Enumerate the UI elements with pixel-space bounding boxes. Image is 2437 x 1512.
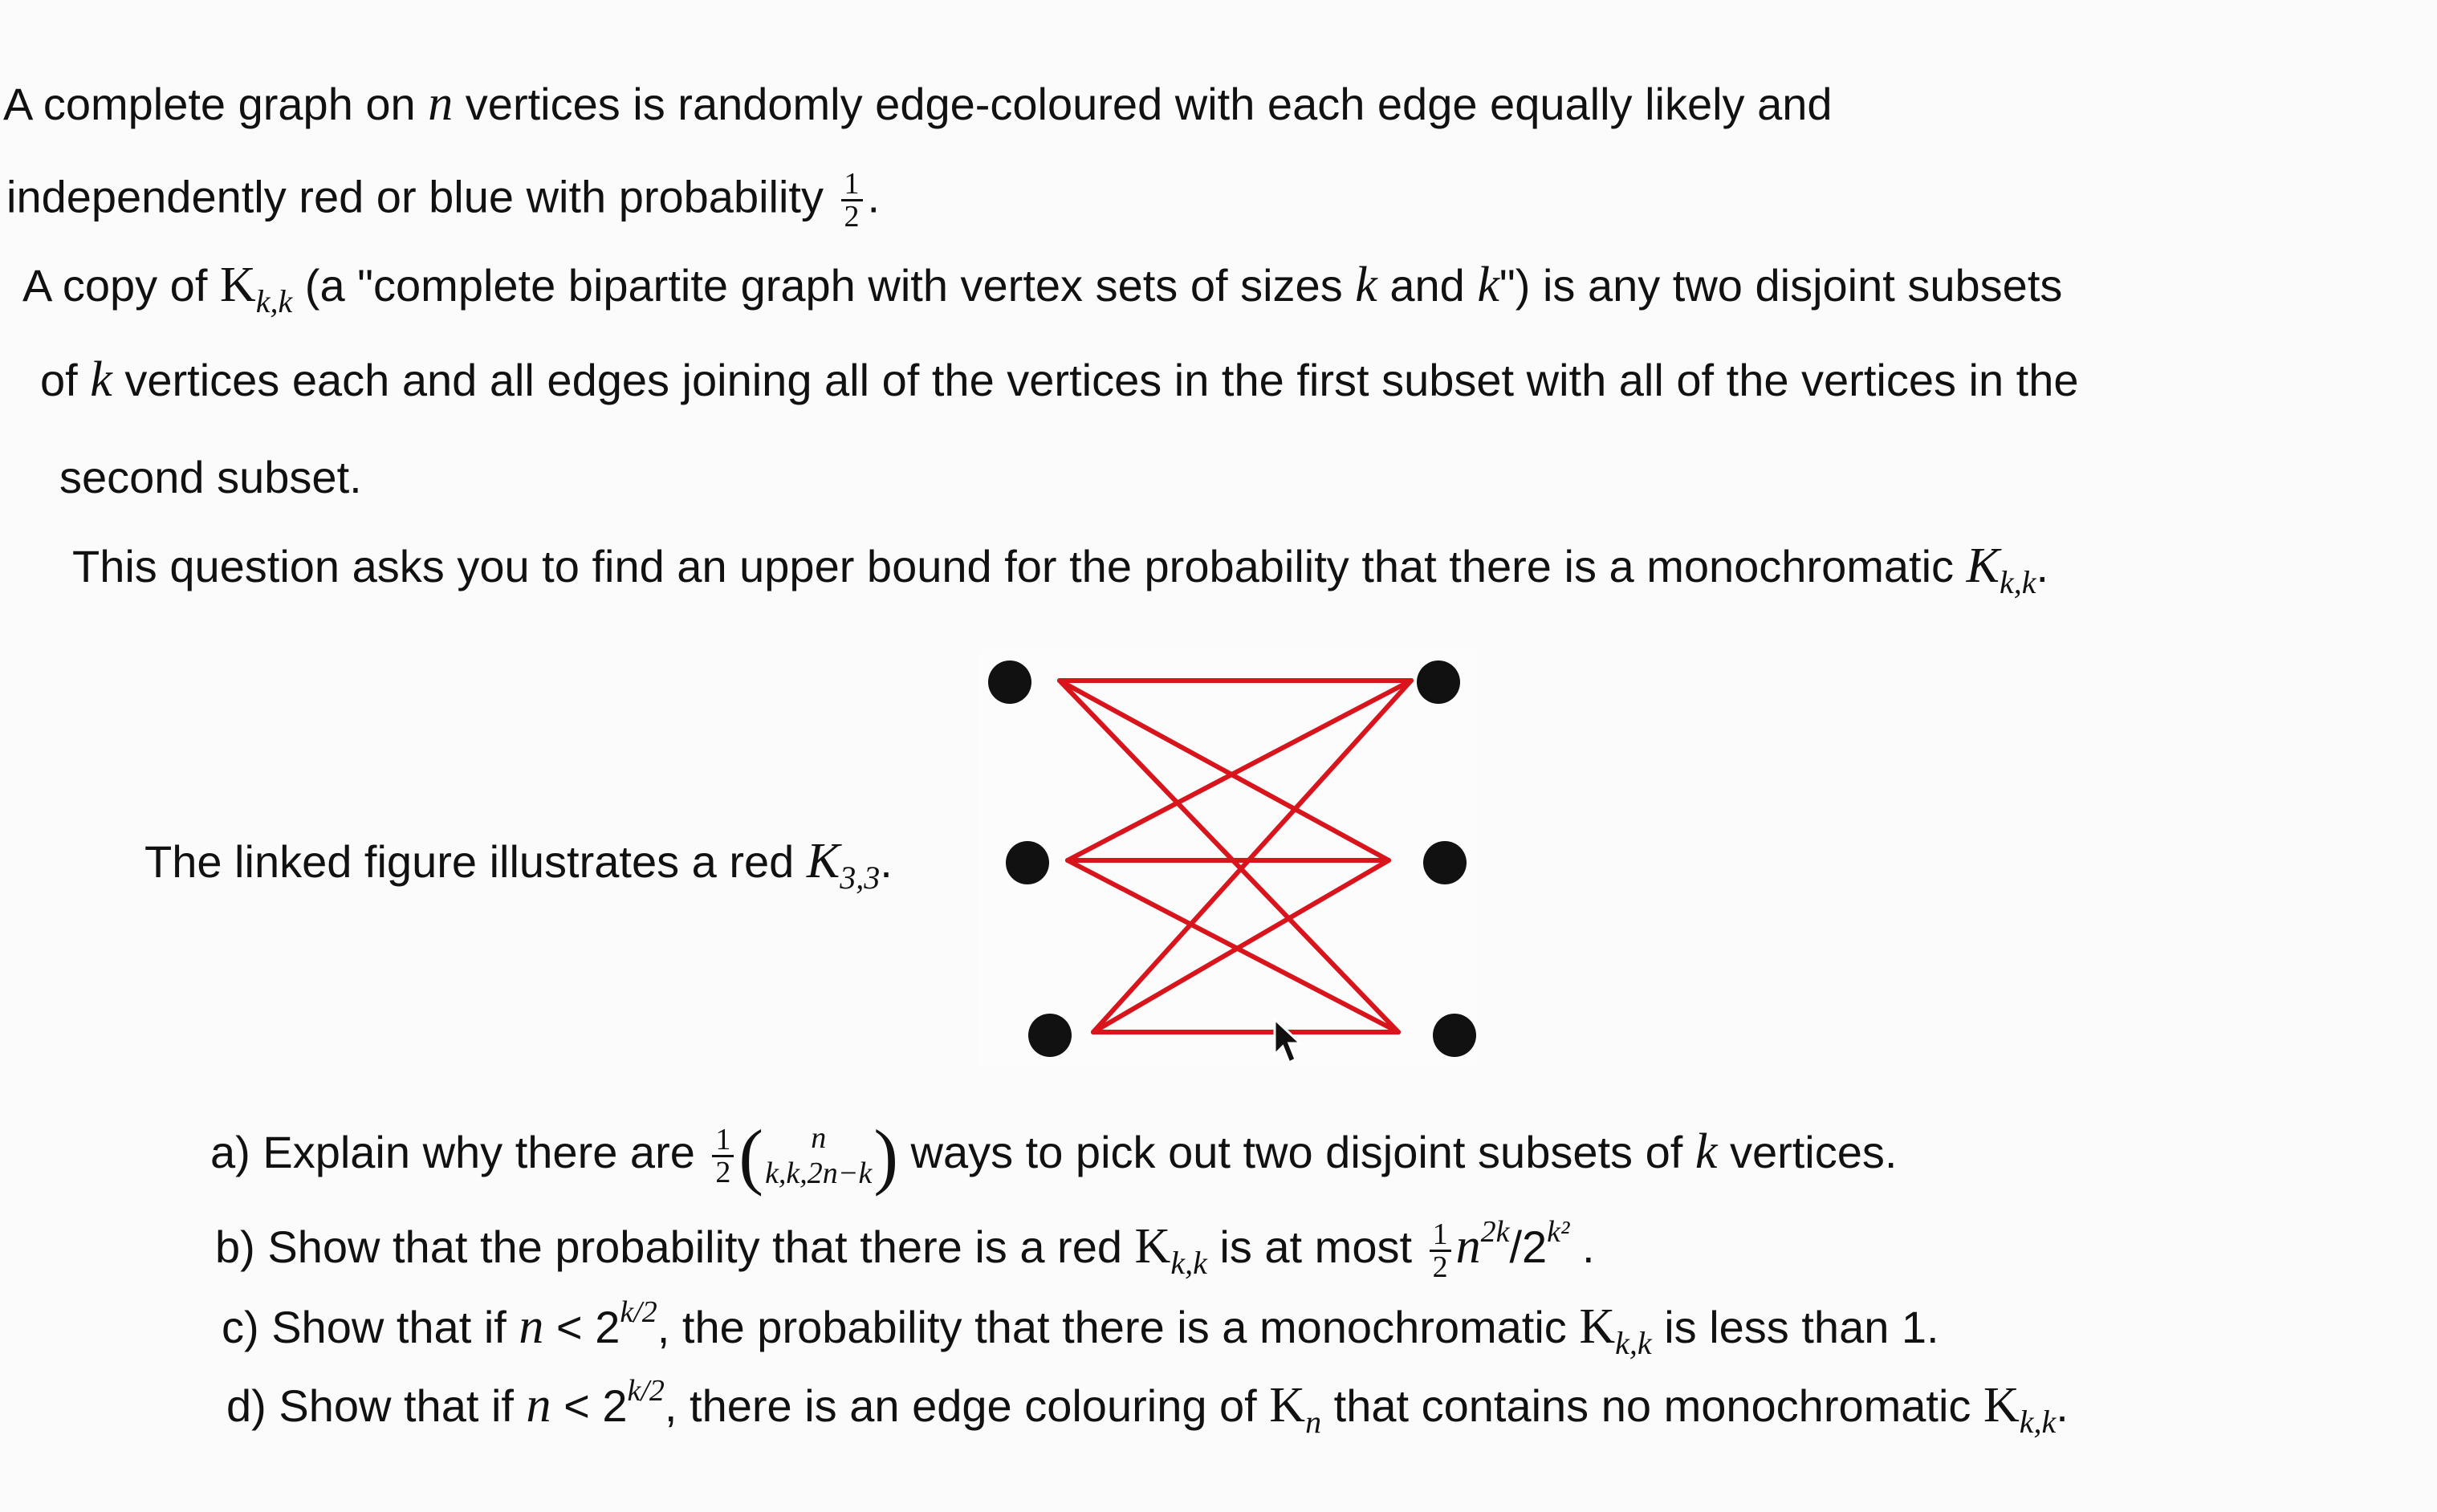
fraction-one-half: $\frac{1}{2}$ <box>712 1124 734 1188</box>
left-vertex-2 <box>1006 841 1049 884</box>
left-vertex-3 <box>1028 1014 1072 1057</box>
fraction-one-half: $\frac{1}{2}$ <box>1430 1219 1451 1282</box>
question-line: This question asks you to find an upper bound for the probability that there is a monochromatic $K_{k,k}$. <box>72 539 2049 600</box>
right-vertex-1 <box>1417 660 1460 704</box>
definition-line-1: A copy of $K_{k,k}$ (a "complete bipartite graph with vertex sets of sizes k and k") is any two disjoint subsets <box>22 258 2063 319</box>
definition-line-2: of k vertices each and all edges joining all of the vertices in the first subset with all of the vertices in the <box>40 352 2079 407</box>
right-vertex-2 <box>1423 841 1467 884</box>
right-vertex-3 <box>1433 1014 1476 1057</box>
intro-line-2: independently red or blue with probability $\frac{1}{2}$ . <box>6 167 881 234</box>
mouse-pointer-icon <box>1273 1018 1308 1066</box>
part-a: a) Explain why there are $\frac{1}{2}$ ( n k,k,2n−k ) ways to pick out two disjoint subsets of k vertices. <box>210 1115 1898 1197</box>
part-b: b) Show that the probability that there is a red $K_{k,k}$ is at most $\frac{1}{2}$ $n^{2k}/2^{k^2}$ . <box>215 1215 1595 1284</box>
figure-caption: The linked figure illustrates a red $K_{3,3}$. <box>144 834 893 896</box>
math-K: K <box>219 258 256 312</box>
part-c: c) Show that if $n < 2^{k/2}$, the probability that there is a monochromatic $K_{k,k}$ is less than 1. <box>222 1295 1939 1361</box>
intro-line-1: A complete graph on n vertices is randomly edge-coloured with each edge equally likely and <box>3 76 1833 131</box>
k33-figure[interactable] <box>979 650 1477 1067</box>
definition-line-3: second subset. <box>59 452 362 502</box>
multinomial-coefficient: ( n k,k,2n−k ) <box>738 1115 898 1197</box>
fraction-one-half: $\frac{1}{2}$ <box>841 169 863 232</box>
math-n: n <box>428 76 454 131</box>
left-vertex-1 <box>988 660 1031 704</box>
part-d: d) Show that if $n < 2^{k/2}$, there is an edge colouring of $K_n$ that contains no monochromatic $K_{k,k}$. <box>226 1374 2069 1440</box>
